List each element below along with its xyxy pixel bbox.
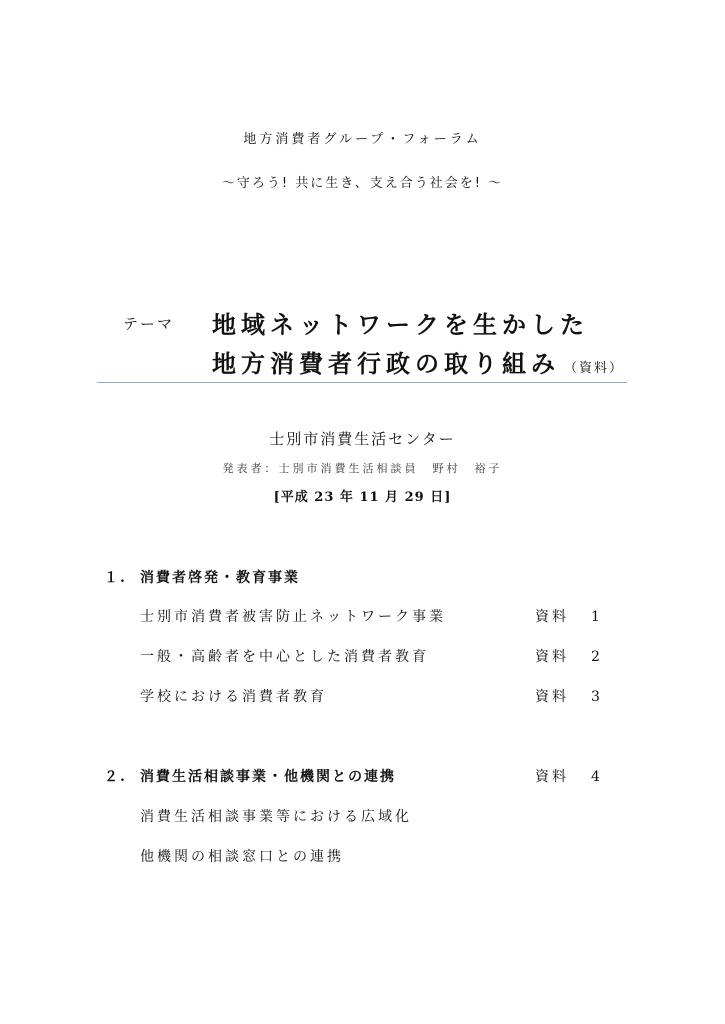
theme-underline-divider bbox=[97, 382, 627, 383]
section-1-title: 消費者啓発・教育事業 bbox=[140, 570, 300, 586]
section-1-item-1-reference bbox=[535, 606, 603, 626]
section-2-reference bbox=[535, 766, 603, 786]
section-2-item-1: 消費生活相談事業等における広域化 bbox=[140, 809, 412, 825]
theme-title-line-2 bbox=[212, 344, 624, 379]
reference-label: 資料 bbox=[535, 769, 569, 785]
forum-subtitle: ～守ろう! 共に生き、支え合う社会を! ～ bbox=[221, 176, 504, 191]
section-2-title: 消費生活相談事業・他機関との連携 bbox=[140, 769, 396, 785]
organization-name: 士別市消費生活センター bbox=[269, 430, 456, 448]
forum-title: 地方消費者グループ・フォーラム bbox=[243, 132, 482, 147]
reference-label: 資料 bbox=[535, 689, 569, 705]
reference-number: 2 bbox=[591, 649, 603, 665]
reference-label: 資料 bbox=[535, 649, 569, 665]
presentation-date: [平成 23 年 11 月 29 日] bbox=[273, 490, 452, 505]
section-1-item-2-reference bbox=[535, 646, 603, 666]
section-1-item-2: 一般・高齢者を中心とした消費者教育 bbox=[140, 649, 429, 665]
section-2-heading bbox=[104, 766, 396, 786]
presenter-line: 発表者：士別市消費生活相談員 野村 裕子 bbox=[222, 462, 503, 475]
reference-number: 3 bbox=[591, 689, 603, 705]
theme-label: テーマ bbox=[123, 315, 175, 333]
section-2-item-2: 他機関の相談窓口との連携 bbox=[140, 849, 344, 865]
section-1-item-3: 学校における消費者教育 bbox=[140, 689, 327, 705]
theme-title-line-2-text: 地方消費者行政の取り組み bbox=[212, 350, 560, 378]
section-1-item-3-reference bbox=[535, 686, 603, 706]
reference-label: 資料 bbox=[535, 609, 569, 625]
reference-number: 1 bbox=[591, 609, 603, 625]
theme-title-line-1: 地域ネットワークを生かした bbox=[212, 311, 589, 339]
section-1-item-1: 士別市消費者被害防止ネットワーク事業 bbox=[140, 609, 446, 625]
section-1-heading bbox=[104, 567, 300, 587]
theme-suffix: （資料） bbox=[564, 361, 625, 376]
reference-number: 4 bbox=[591, 769, 603, 785]
section-2-number: ２. bbox=[104, 769, 127, 785]
section-1-number: １. bbox=[104, 570, 127, 586]
